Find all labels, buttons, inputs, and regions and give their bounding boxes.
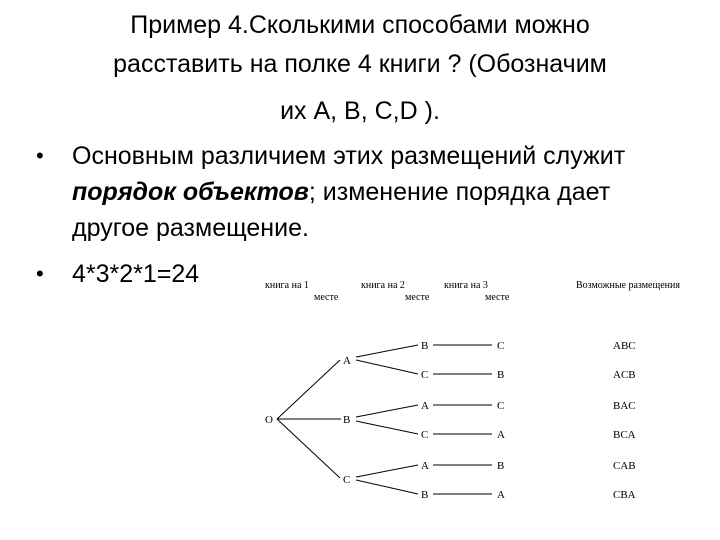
tree-node-level3: B bbox=[497, 460, 505, 472]
header-book2-line1: книга на 2 bbox=[361, 280, 405, 291]
result-arrangement: CBA bbox=[613, 489, 636, 501]
header-results: Возможные размещения bbox=[576, 280, 680, 291]
tree-node-level3: A bbox=[497, 429, 505, 441]
edge-o-c bbox=[277, 419, 340, 478]
tree-node-level1: B bbox=[343, 414, 351, 426]
bullet-emphasis: порядок объектов bbox=[72, 178, 309, 206]
header-book1-line2: месте bbox=[314, 292, 339, 303]
tree-node-level2: A bbox=[421, 400, 429, 412]
header-book3-line2: месте bbox=[485, 292, 510, 303]
header-book2-line2: месте bbox=[405, 292, 430, 303]
edge-c-b bbox=[356, 480, 418, 494]
result-arrangement: BCA bbox=[613, 429, 636, 441]
tree-node-level3: C bbox=[497, 400, 505, 412]
tree-node-level2: B bbox=[421, 340, 429, 352]
edge-o-a bbox=[277, 360, 340, 419]
edge-a-b bbox=[356, 345, 418, 357]
title-line-1: Пример 4.Сколькими способами можно bbox=[130, 11, 590, 39]
tree-node-level2: C bbox=[421, 429, 429, 441]
tree-node-level3: C bbox=[497, 340, 505, 352]
tree-node-level3: A bbox=[497, 489, 505, 501]
title-line-3: их А, В, С,D ). bbox=[280, 97, 440, 125]
title-line-2: расставить на полке 4 книги ? (Обозначим bbox=[113, 50, 607, 78]
tree-node-level1: A bbox=[343, 355, 351, 367]
tree-node-level1: C bbox=[343, 474, 351, 486]
result-arrangement: CAB bbox=[613, 460, 636, 472]
bullet-formula: 4*3*2*1=24 bbox=[72, 260, 200, 288]
bullet-text-before: Основным различием этих размещений служит bbox=[72, 142, 626, 170]
tree-node-root: O bbox=[265, 414, 273, 426]
edge-a-c bbox=[356, 360, 418, 374]
result-arrangement: ABC bbox=[613, 340, 636, 352]
bullet-marker: • bbox=[36, 143, 44, 168]
tree-node-level2: C bbox=[421, 369, 429, 381]
edge-b-c bbox=[356, 421, 418, 434]
header-book3-line1: книга на 3 bbox=[444, 280, 488, 291]
edge-b-a bbox=[356, 405, 418, 417]
result-arrangement: BAC bbox=[613, 400, 636, 412]
tree-node-level2: B bbox=[421, 489, 429, 501]
header-book1-line1: книга на 1 bbox=[265, 280, 309, 291]
edge-c-a bbox=[356, 465, 418, 477]
tree-node-level2: A bbox=[421, 460, 429, 472]
tree-node-level3: B bbox=[497, 369, 505, 381]
bullet-text-after: ; изменение порядка дает другое размещение. bbox=[72, 178, 611, 242]
result-arrangement: ACB bbox=[613, 369, 636, 381]
bullet-marker: • bbox=[36, 261, 44, 286]
